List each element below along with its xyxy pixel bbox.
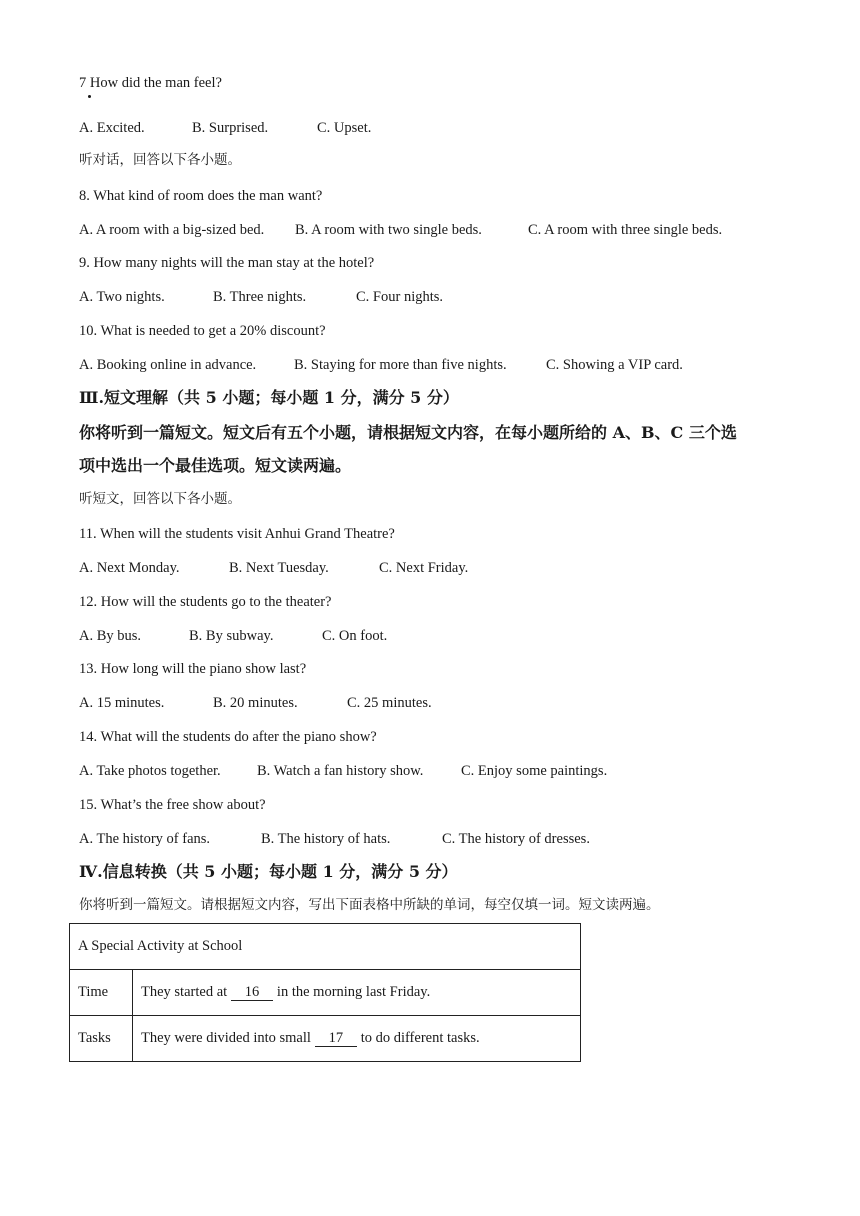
question-13: 13. How long will the piano show last? [79,661,307,677]
question-10: 10. What is needed to get a 20% discount? [79,323,326,339]
option-b: B. Surprised. [192,120,269,136]
table-row [70,1016,581,1062]
question-14: 14. What will the students do after the piano show? [79,729,377,745]
question-11: 11. When will the students visit Anhui Grand Theatre? [79,526,395,542]
option-b: B. 20 minutes. [213,695,298,711]
option-b: B. A room with two single beds. [295,222,482,238]
options-8 [79,223,722,238]
passage-intro: 听短文，回答以下各小题。 [79,491,241,507]
question-7: 7 How did the man feel? [79,75,222,91]
option-c: C. The history of dresses. [442,831,590,847]
text-before: They started at [141,983,231,1000]
option-a: A. Excited. [79,120,145,136]
options-13 [79,696,432,711]
option-c: C. Four nights. [356,289,444,305]
option-b: B. The history of hats. [261,831,391,847]
section-3-instruction: 你将听到一篇短文。短文后有五个小题，请根据短文内容，在每小题所给的 A、B、C 三个选 [79,423,737,442]
table-row [70,924,581,970]
section-3-instruction-cont: 项中选出一个最佳选项。短文读两遍。 [79,456,352,475]
question-8: 8. What kind of room does the man want? [79,188,323,204]
dialog-intro: 听对话，回答以下各小题。 [79,152,241,168]
options-9 [79,290,443,305]
question-15: 15. What’s the free show about? [79,797,266,813]
option-b: B. Staying for more than five nights. [294,357,507,373]
table-row [70,970,581,1016]
options-10 [79,358,683,373]
row-content [133,1016,581,1062]
options-14 [79,764,607,779]
option-c: C. Enjoy some paintings. [461,763,608,779]
answer-blank-16[interactable]: 16 [231,985,274,1002]
section-4-heading: Ⅳ.信息转换（共 5 小题；每小题 1 分，满分 5 分） [79,862,458,881]
question-12: 12. How will the students go to the theater? [79,594,332,610]
option-c: C. Showing a VIP card. [546,357,683,373]
table-title: A Special Activity at School [70,924,581,970]
option-a: A. Next Monday. [79,560,180,576]
option-b: B. Three nights. [213,289,307,305]
section-3-heading: Ⅲ.短文理解（共 5 小题；每小题 1 分，满分 5 分） [79,388,459,407]
bullet-dot [88,95,91,98]
option-c: C. On foot. [322,628,388,644]
options-12 [79,629,387,644]
option-c: C. A room with three single beds. [528,222,723,238]
option-a: A. Booking online in advance. [79,357,257,373]
option-a: A. Two nights. [79,289,165,305]
option-c: C. Upset. [317,120,372,136]
option-a: A. 15 minutes. [79,695,165,711]
option-b: B. Next Tuesday. [229,560,329,576]
row-label: Tasks [70,1016,133,1062]
text-after: in the morning last Friday. [273,983,431,1000]
option-a: A. Take photos together. [79,763,221,779]
option-a: A. By bus. [79,628,142,644]
row-content [133,970,581,1016]
option-c: C. Next Friday. [379,560,469,576]
option-b: B. By subway. [189,628,274,644]
text-before: They were divided into small [141,1029,315,1046]
options-7 [79,121,371,136]
info-table [69,923,581,1062]
text-after: to do different tasks. [357,1029,480,1046]
option-a: A. The history of fans. [79,831,211,847]
answer-blank-17[interactable]: 17 [315,1031,358,1048]
options-11 [79,561,468,576]
option-b: B. Watch a fan history show. [257,763,424,779]
section-4-instruction: 你将听到一篇短文。请根据短文内容，写出下面表格中所缺的单词，每空仅填一词。短文读两遍。 [79,897,660,913]
options-15 [79,832,590,847]
question-9: 9. How many nights will the man stay at the hotel? [79,255,375,271]
option-a: A. A room with a big-sized bed. [79,222,265,238]
row-label: Time [70,970,133,1016]
option-c: C. 25 minutes. [347,695,432,711]
